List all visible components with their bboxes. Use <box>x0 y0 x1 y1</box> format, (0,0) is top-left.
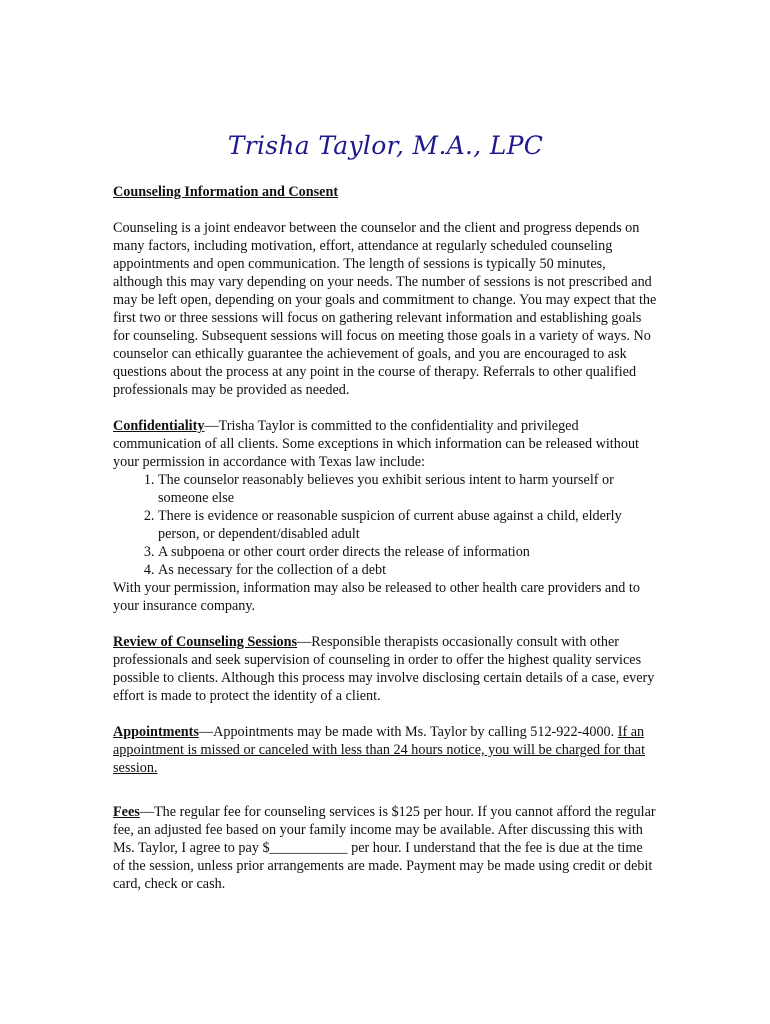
exceptions-list <box>113 471 658 579</box>
confidentiality-text: —Trisha Taylor is committed to the confidentiality and privileged communication of all clients. Some exceptions in which information can be released without your permission in accordance with Texas law include: <box>113 418 639 470</box>
review-text: —Responsible therapists occasionally consult with other professionals and seek supervision of counseling in order to offer the highest quality services possible to clients. Although this process may involve disclosing certain details of a case, every effort is made to protect the identity of a client. <box>113 634 655 704</box>
confidentiality-after: With your permission, information may also be released to other health care providers and to your insurance company. <box>113 580 640 614</box>
appointments-text: —Appointments may be made with Ms. Taylor by calling 512-922-4000. <box>198 724 618 740</box>
list-item: 2. There is evidence or reasonable suspicion of current abuse against a child, elderly person, or dependent/disabled adult <box>158 507 658 543</box>
appointments-section <box>113 723 658 777</box>
section-heading: Counseling Information and Consent <box>113 184 339 200</box>
fees-label: Fees <box>113 804 140 820</box>
review-label: Review of Counseling Sessions <box>113 634 298 650</box>
list-item: 3. A subpoena or other court order directs the release of information <box>158 543 658 561</box>
fees-text: —The regular fee for counseling services is $125 per hour. If you cannot afford the regular fee, an adjusted fee based on your family income may be available. After discussing this with Ms. Taylor, I agree to pay $___________ per hour. I understand that the fee is due at the time of the session, unless prior arrangements are made. Payment may be made using credit or debit card, check or cash. <box>113 804 656 892</box>
review-section <box>113 633 658 705</box>
confidentiality-section <box>113 417 658 615</box>
document-page <box>113 128 658 893</box>
list-item: 1. The counselor reasonably believes you exhibit serious intent to harm yourself or someone else <box>158 471 658 507</box>
section-spacer <box>113 777 658 803</box>
fees-section <box>113 803 658 893</box>
document-title: Trisha Taylor, M.A., LPC <box>227 131 544 160</box>
appointments-label: Appointments <box>113 724 199 740</box>
list-item: 4. As necessary for the collection of a debt <box>158 561 658 579</box>
intro-paragraph: Counseling is a joint endeavor between the counselor and the client and progress depends on many factors, including motivation, effort, attendance at regularly scheduled counseling appointments and open communication. The length of sessions is typically 50 minutes, although this may vary depending on your needs. The number of sessions is not prescribed and may be left open, depending on your goals and commitment to change. You may expect that the first two or three sessions will focus on gathering relevant information and establishing goals for counseling. Subsequent sessions will focus on meeting those goals in a variety of ways. No counselor can ethically guarantee the achievement of goals, and you are encouraged to ask questions about the process at any point in the course of therapy. Referrals to other qualified professionals may be provided as needed. <box>113 220 657 398</box>
appointments-policy: If an appointment is missed or canceled with less than 24 hours notice, you will be charged for that session. <box>113 724 646 776</box>
confidentiality-label: Confidentiality <box>113 418 205 434</box>
